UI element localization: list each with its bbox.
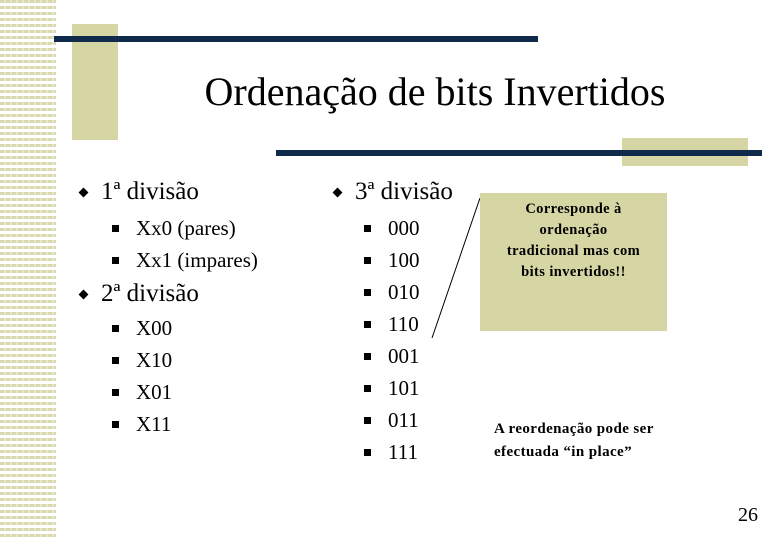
square-bullet-icon <box>364 225 371 232</box>
list-item <box>364 276 420 308</box>
list-item <box>364 308 420 340</box>
square-bullet-icon <box>364 385 371 392</box>
bottom-rule <box>276 150 762 156</box>
list-item <box>364 244 420 276</box>
list-item <box>364 436 420 468</box>
list-item <box>112 344 172 376</box>
bullet-text: 3ª divisão <box>355 178 453 205</box>
list-item <box>112 244 258 276</box>
bullet-text: 1ª divisão <box>101 178 199 205</box>
list-item-text: 010 <box>388 279 420 304</box>
list-item-text: 111 <box>388 439 418 464</box>
slide-title: Ordenação de bits Invertidos <box>204 69 666 114</box>
callout-line: bits invertidos!! <box>521 264 626 280</box>
sub-list-third-division <box>364 212 420 468</box>
bullet-text: 2ª divisão <box>101 280 199 307</box>
callout-line: tradicional mas com <box>506 243 641 259</box>
list-item <box>364 340 420 372</box>
square-bullet-icon <box>364 289 371 296</box>
square-bullet-icon <box>112 257 119 264</box>
square-bullet-icon <box>364 321 371 328</box>
list-item-text: X01 <box>136 379 173 404</box>
note-line: A reordenação pode ser <box>494 421 654 437</box>
square-bullet-icon <box>112 389 119 396</box>
list-item <box>364 372 420 404</box>
left-stripe-decoration <box>0 0 56 540</box>
list-item-text: 100 <box>388 247 420 272</box>
square-bullet-icon <box>112 225 119 232</box>
list-item <box>112 312 172 344</box>
callout-line: Corresponde à <box>525 201 622 217</box>
list-item <box>112 376 172 408</box>
square-bullet-icon <box>112 357 119 364</box>
diamond-bullet-icon <box>79 187 89 197</box>
list-item-text: 110 <box>388 311 419 336</box>
list-item-text: Xx1 (impares) <box>136 247 258 272</box>
list-item-text: Xx0 (pares) <box>136 215 236 240</box>
list-item <box>364 404 420 436</box>
square-bullet-icon <box>112 325 119 332</box>
note-line: efectuada “in place” <box>494 444 632 460</box>
in-place-note <box>494 418 734 464</box>
square-bullet-icon <box>112 421 119 428</box>
page-number: 26 <box>738 504 758 526</box>
diamond-bullet-icon <box>79 289 89 299</box>
list-item-text: X11 <box>136 411 172 436</box>
list-item <box>112 408 172 440</box>
list-item-text: X10 <box>136 347 173 372</box>
diamond-bullet-icon <box>333 187 343 197</box>
list-item-text: X00 <box>136 315 173 340</box>
list-item-text: 000 <box>388 215 420 240</box>
square-bullet-icon <box>364 257 371 264</box>
list-item <box>364 212 420 244</box>
list-item <box>112 212 258 244</box>
bullet-second-division <box>80 278 199 310</box>
top-rule <box>54 36 538 42</box>
list-item-text: 011 <box>388 407 419 432</box>
callout-line: ordenação <box>539 222 608 238</box>
bullet-first-division <box>80 176 199 208</box>
list-item-text: 001 <box>388 343 420 368</box>
sub-list-first-division <box>112 212 258 276</box>
square-bullet-icon <box>364 417 371 424</box>
list-item-text: 101 <box>388 375 420 400</box>
square-bullet-icon <box>364 449 371 456</box>
sub-list-second-division <box>112 312 172 440</box>
callout-box <box>480 193 667 331</box>
square-bullet-icon <box>364 353 371 360</box>
